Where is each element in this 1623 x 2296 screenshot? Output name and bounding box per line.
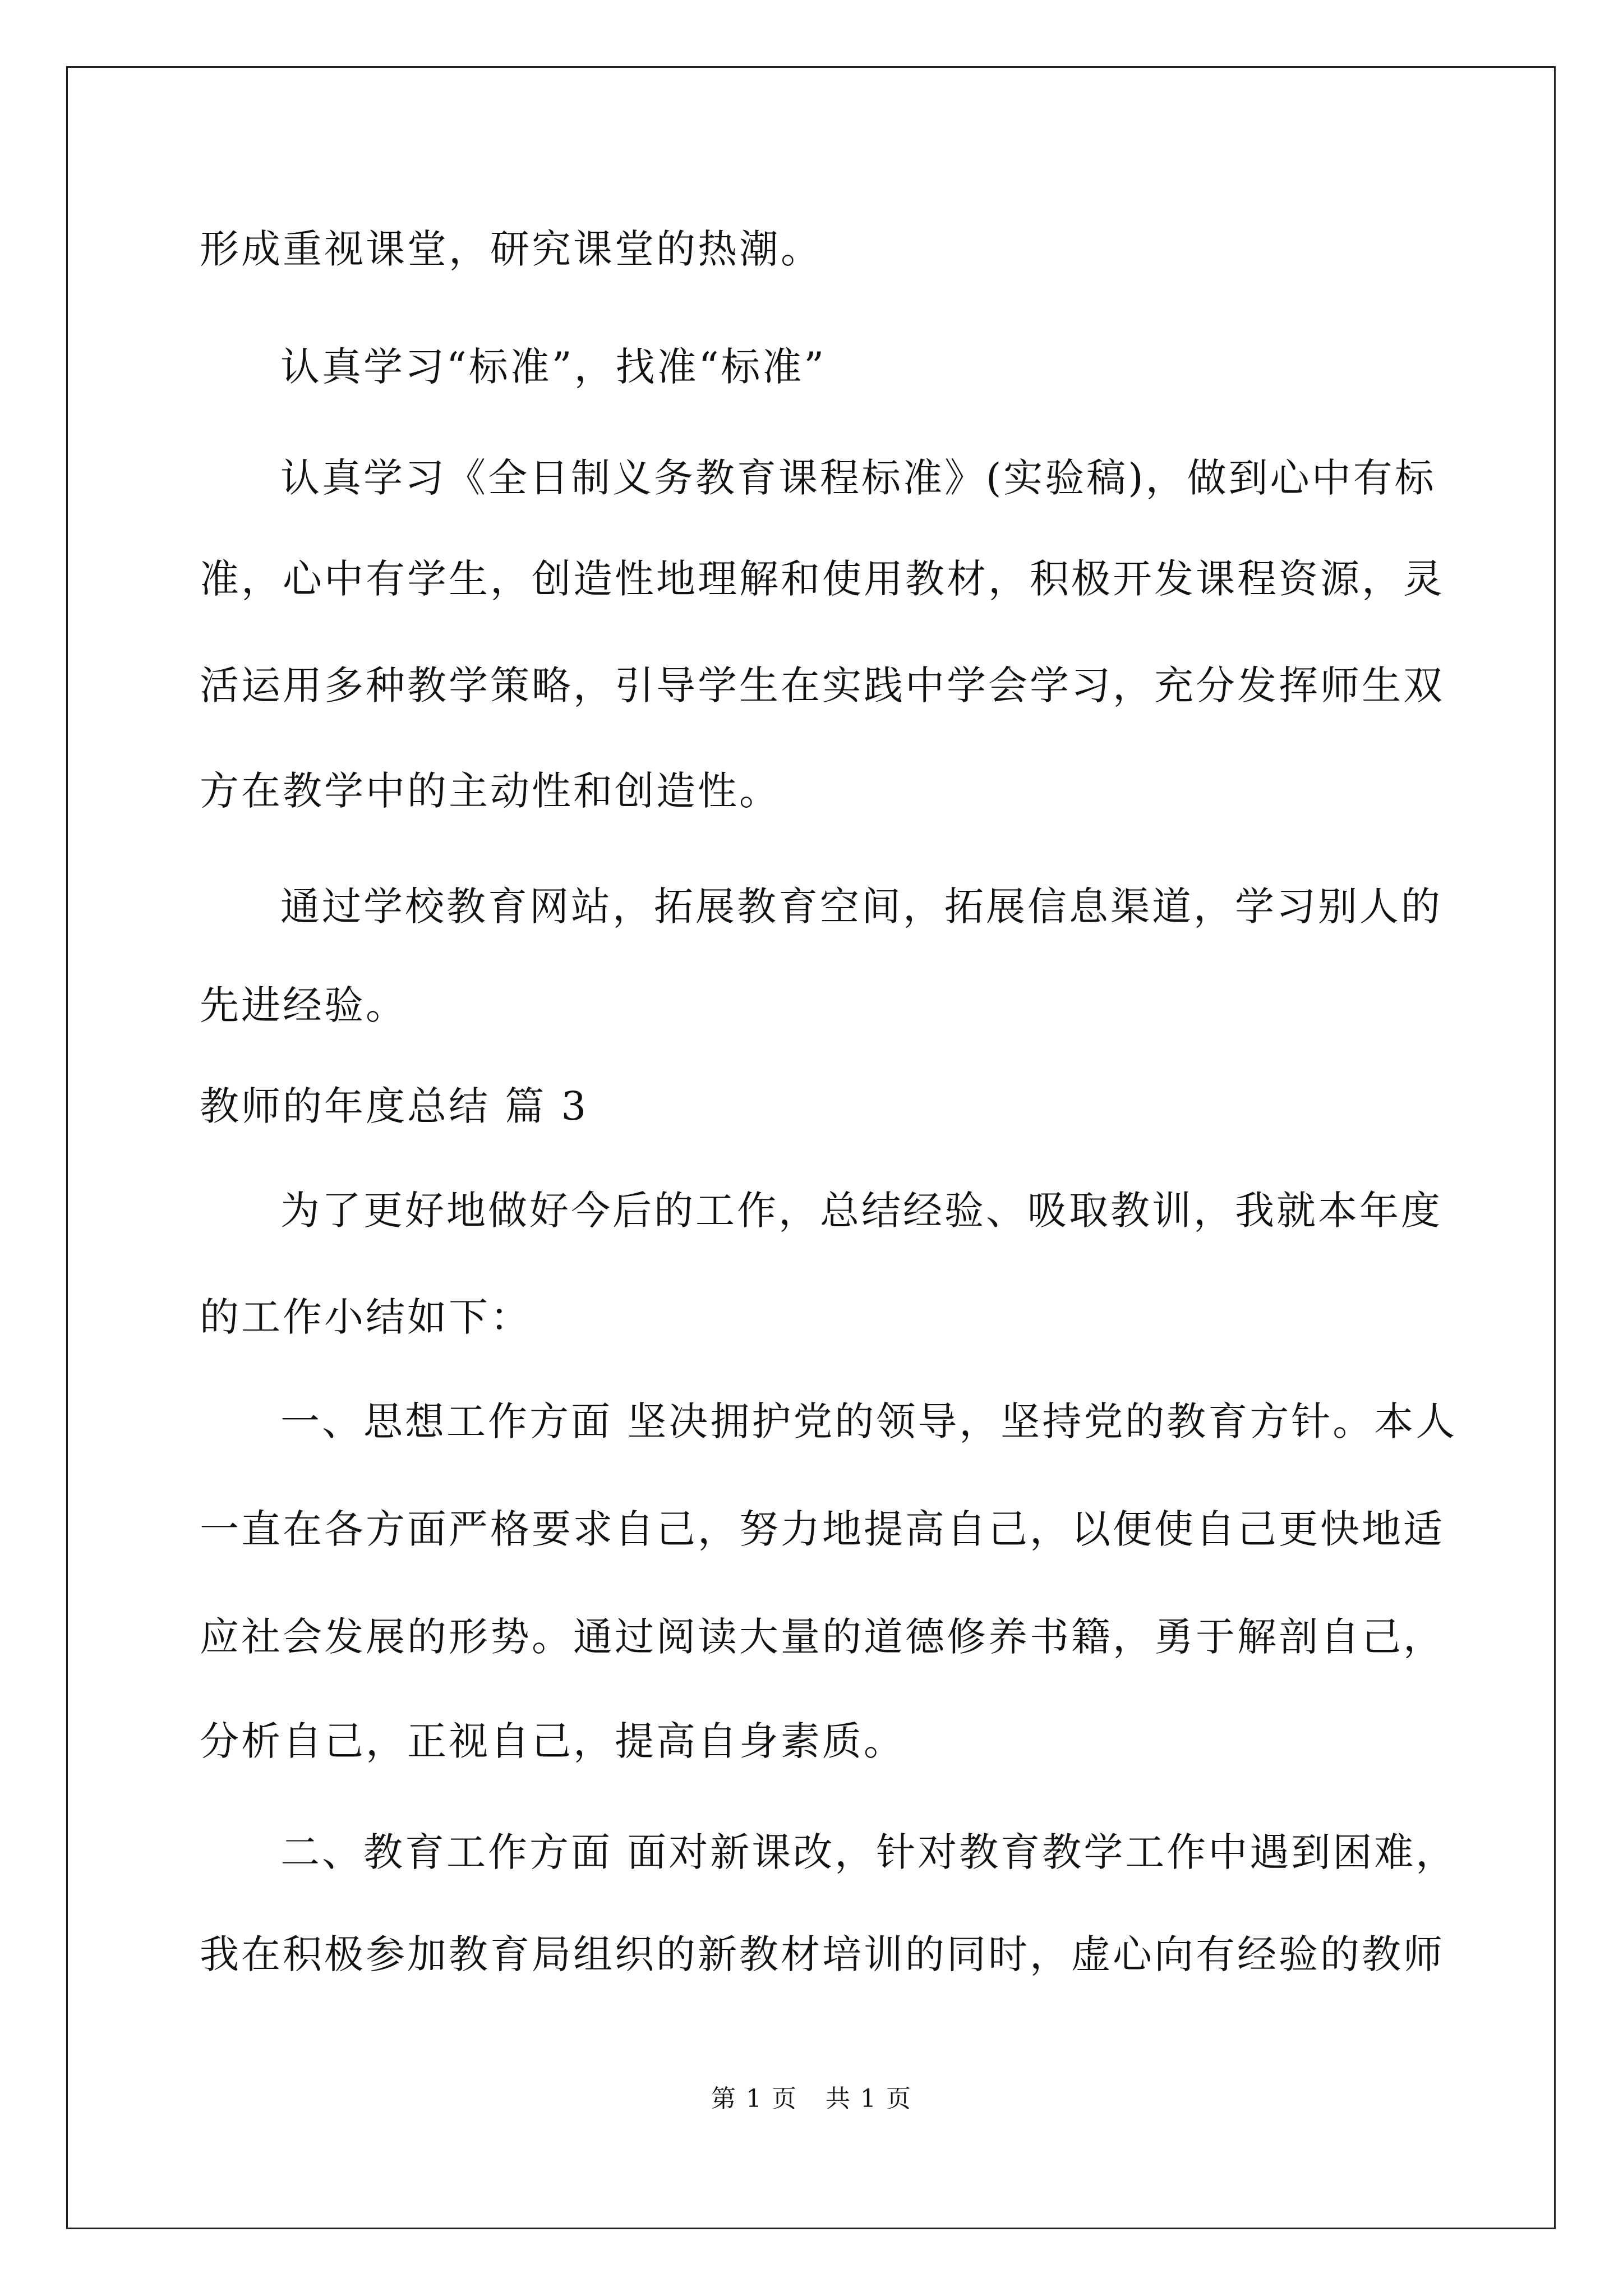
text-line: 认真学习《全日制义务教育课程标准》(实验稿)，做到心中有标 <box>280 455 1436 501</box>
text-line: 通过学校教育网站，拓展教育空间，拓展信息渠道，学习别人的 <box>280 884 1442 930</box>
text-line: 方在教学中的主动性和创造性。 <box>200 768 781 814</box>
text-line: 分析自己，正视自己，提高自身素质。 <box>200 1718 905 1764</box>
page-footer <box>0 2082 1623 2116</box>
text-line: 活运用多种教学策略，引导学生在实践中学会学习，充分发挥师生双 <box>200 662 1445 708</box>
text-line: 的工作小结如下： <box>200 1294 532 1340</box>
page-total: 共 1 页 <box>826 2085 912 2113</box>
text-line: 二、教育工作方面 面对新课改，针对教育教学工作中遇到困难， <box>280 1829 1458 1875</box>
article-heading: 教师的年度总结 篇 3 <box>200 1083 589 1129</box>
text-line: 形成重视课堂，研究课堂的热潮。 <box>200 226 822 272</box>
text-line: 我在积极参加教育局组织的新教材培训的同时，虚心向有经验的教师 <box>200 1931 1445 1977</box>
text-line: 准，心中有学生，创造性地理解和使用教材，积极开发课程资源，灵 <box>200 556 1445 602</box>
section-subheading: 认真学习“标准”，找准“标准” <box>280 344 827 390</box>
text-line: 一直在各方面严格要求自己，努力地提高自己，以便使自己更快地适 <box>200 1506 1445 1552</box>
text-line: 应社会发展的形势。通过阅读大量的道德修养书籍，勇于解剖自己， <box>200 1614 1445 1660</box>
text-line: 为了更好地做好今后的工作，总结经验、吸取教训，我就本年度 <box>280 1188 1442 1234</box>
page-number: 第 1 页 <box>711 2085 797 2113</box>
text-line: 一、思想工作方面 坚决拥护党的领导，坚持党的教育方针。本人 <box>280 1398 1458 1444</box>
text-line: 先进经验。 <box>200 982 407 1028</box>
